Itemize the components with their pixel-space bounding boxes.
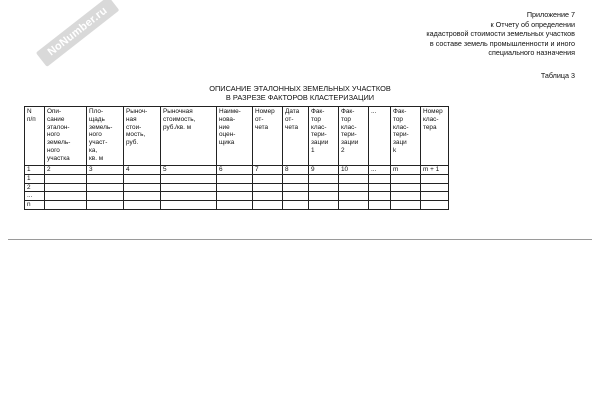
header-cell: Фак- тор клас- тери- зации 2 (339, 107, 369, 166)
table-cell (161, 183, 217, 192)
header-cell: Номер клас- тера (421, 107, 449, 166)
table-cell (309, 192, 339, 201)
numbering-cell: 5 (161, 166, 217, 175)
appendix-line: Приложение 7 (526, 10, 575, 19)
numbering-cell: 8 (283, 166, 309, 175)
table-cell (217, 201, 253, 210)
table-cell (369, 174, 391, 183)
table-cell (339, 174, 369, 183)
header-cell: Опи- сание эталон- ного земель- ного участка (45, 107, 87, 166)
header-cell: Фак- тор клас- тери- заци k (391, 107, 421, 166)
table-cell (253, 201, 283, 210)
title-line: ОПИСАНИЕ ЭТАЛОННЫХ ЗЕМЕЛЬНЫХ УЧАСТКОВ (209, 84, 391, 93)
table-cell (421, 192, 449, 201)
numbering-cell: 9 (309, 166, 339, 175)
table-cell (339, 183, 369, 192)
numbering-cell: 6 (217, 166, 253, 175)
table-cell (369, 201, 391, 210)
table-cell (45, 183, 87, 192)
numbering-cell: 7 (253, 166, 283, 175)
numbering-cell: m (391, 166, 421, 175)
table-cell (391, 174, 421, 183)
divider (8, 239, 592, 240)
header-cell: Наиме- нова- ние оцен- щика (217, 107, 253, 166)
table-cell (283, 174, 309, 183)
numbering-cell: ... (369, 166, 391, 175)
numbering-cell: 2 (45, 166, 87, 175)
table-cell (339, 192, 369, 201)
table-cell (369, 183, 391, 192)
numbering-cell: 10 (339, 166, 369, 175)
header-cell: Рыноч- ная стои- мость, руб. (124, 107, 161, 166)
table-cell (421, 201, 449, 210)
header-cell: ... (369, 107, 391, 166)
table-cell (253, 192, 283, 201)
table-cell (309, 183, 339, 192)
table-cell (124, 192, 161, 201)
clustering-table (24, 106, 449, 210)
table-cell (161, 174, 217, 183)
table-cell (421, 174, 449, 183)
appendix-line: специального назначения (488, 48, 575, 58)
title-line: В РАЗРЕЗЕ ФАКТОРОВ КЛАСТЕРИЗАЦИИ (225, 92, 375, 102)
table-cell (87, 174, 124, 183)
table-cell (391, 201, 421, 210)
header-row (25, 107, 449, 166)
numbering-cell: 1 (25, 166, 45, 175)
appendix-line: кадастровой стоимости земельных участков (426, 29, 575, 39)
table-cell (391, 192, 421, 201)
numbering-cell: m + 1 (421, 166, 449, 175)
header-cell: Рыночная стоимость, руб./кв. м (161, 107, 217, 166)
appendix-line: в составе земель промышленности и иного (429, 38, 575, 48)
table-cell (309, 174, 339, 183)
table-row (25, 192, 449, 201)
table-cell (87, 183, 124, 192)
table-cell (339, 201, 369, 210)
table-cell (217, 192, 253, 201)
table-cell (124, 183, 161, 192)
table-cell (309, 201, 339, 210)
table-cell: 1 (25, 174, 45, 183)
header-cell: Фак- тор клас- тери- зации 1 (309, 107, 339, 166)
table-cell (253, 174, 283, 183)
table-cell: n (25, 201, 45, 210)
header-cell: Дата от- чета (283, 107, 309, 166)
header-cell: Номер от- чета (253, 107, 283, 166)
table-cell (391, 183, 421, 192)
watermark-text: NoNumber.ru (36, 0, 119, 67)
table-row (25, 183, 449, 192)
document-title (120, 85, 480, 102)
table-cell (283, 183, 309, 192)
watermark (0, 0, 110, 59)
appendix-line: к Отчету об определении (490, 19, 575, 29)
table-cell (369, 192, 391, 201)
table-cell (421, 183, 449, 192)
header-cell: N п/п (25, 107, 45, 166)
table-row (25, 174, 449, 183)
table-cell (217, 183, 253, 192)
table-cell: ... (25, 192, 45, 201)
table-cell (45, 192, 87, 201)
table-cell (124, 174, 161, 183)
table-cell (253, 183, 283, 192)
table-cell (45, 201, 87, 210)
table-cell (161, 192, 217, 201)
table-cell (124, 201, 161, 210)
table-number: Таблица 3 (540, 71, 575, 80)
table-cell (161, 201, 217, 210)
table-cell (217, 174, 253, 183)
table-row (25, 201, 449, 210)
numbering-cell: 4 (124, 166, 161, 175)
table-cell (87, 192, 124, 201)
appendix-note (345, 10, 575, 58)
table-cell (283, 192, 309, 201)
table-cell (45, 174, 87, 183)
table-cell (87, 201, 124, 210)
table-cell: 2 (25, 183, 45, 192)
numbering-row (25, 166, 449, 175)
header-cell: Пло- щадь земель- ного участ- ка, кв. м (87, 107, 124, 166)
table-cell (283, 201, 309, 210)
numbering-cell: 3 (87, 166, 124, 175)
